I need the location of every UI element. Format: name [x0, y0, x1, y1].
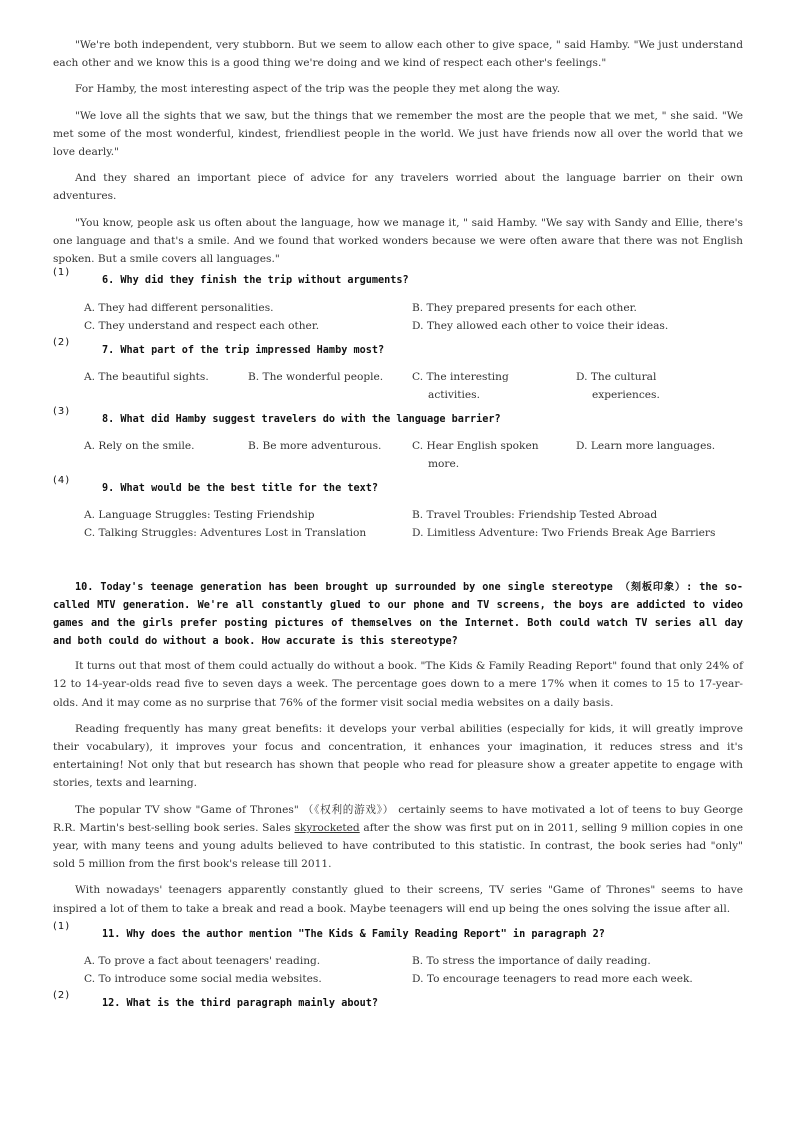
option-a[interactable]: A. The beautiful sights. [84, 371, 209, 384]
option-c[interactable]: C. To introduce some social media websites. [84, 972, 322, 985]
question-stem: 9. What would be the best title for the text? [102, 483, 379, 495]
option-d[interactable]: D. They allowed each other to voice their ideas. [412, 320, 669, 333]
option-a[interactable]: A. Language Struggles: Testing Friendship [84, 509, 315, 522]
paragraph: "We're both independent, very stubborn. But we seem to allow each other to give space, " said Hamby. "We just understand each other and we know this is a good thing we're doing and we kind of respect each other's feelings." [53, 39, 743, 70]
question-9 [53, 475, 743, 542]
paragraph: With nowadays' teenagers apparently constantly glued to their screens, TV series "Game of Thrones" seems to have inspired a lot of them to take a break and read a book. Maybe teenagers will end up being the ones solving the issue after all. [53, 884, 743, 915]
paragraph: Reading frequently has many great benefits: it develops your verbal abilities (especially for kids, it will greatly improve their vocabulary), it improves your focus and concentration, it enhances your imagination, it reduces stress and it's entertaining! Not only that but research has shown that people who read for pleasure show a greater appetite to engage with stories, texts and learning. [53, 722, 743, 790]
question-number: (3) [53, 406, 71, 418]
options [84, 506, 743, 542]
intro-text: 10. Today's teenage generation has been brought up surrounded by one single stereotype [75, 582, 613, 594]
option-b[interactable]: B. They prepared presents for each other. [412, 302, 637, 315]
question-11 [53, 920, 743, 988]
paragraph: And they shared an important piece of advice for any travelers worried about the language barrier on their own adventures. [53, 172, 743, 203]
paragraph [53, 801, 743, 874]
text: The popular TV show "Game of Thrones" [75, 803, 303, 816]
option-c[interactable]: C. Hear English spoken more. [412, 440, 539, 471]
passage-2 [53, 578, 743, 918]
option-b[interactable]: B. Travel Troubles: Friendship Tested Abroad [412, 509, 658, 522]
options [84, 368, 743, 404]
question-stem: 8. What did Hamby suggest travelers do with the language barrier? [102, 414, 501, 426]
question-7 [53, 337, 743, 404]
option-a[interactable]: A. They had different personalities. [84, 302, 274, 315]
question-stem: 12. What is the third paragraph mainly about? [102, 997, 379, 1009]
options [84, 299, 743, 335]
option-d[interactable]: D. Learn more languages. [576, 440, 716, 453]
passage-1 [53, 36, 743, 268]
question-number: (1) [53, 920, 71, 932]
question-stem: 11. Why does the author mention "The Kids & Family Reading Report" in paragraph 2? [102, 928, 605, 940]
question-number: (2) [53, 337, 71, 349]
option-a[interactable]: A. To prove a fact about teenagers' reading. [84, 954, 321, 967]
paragraph: For Hamby, the most interesting aspect of the trip was the people they met along the way. [75, 83, 561, 96]
question-number: (2) [53, 989, 71, 1001]
option-b[interactable]: B. To stress the importance of daily reading. [412, 954, 651, 967]
question-number: (1) [53, 267, 71, 279]
exam-page [53, 36, 743, 1011]
underlined-word: skyrocketed [294, 821, 360, 834]
option-d[interactable]: D. To encourage teenagers to read more each week. [412, 972, 693, 985]
option-b[interactable]: B. The wonderful people. [248, 371, 384, 384]
options [84, 437, 743, 473]
intro-cn-gloss: （刻板印象） [619, 581, 687, 594]
options [84, 952, 743, 988]
text: after the show was first put on in 2011, selling 9 million copies in one year, with many teens and young adults believed to have contributed to this statistic. In contrast, the book series had "only" sold 5 million from the first book's release till 2011. [53, 821, 743, 871]
question-6 [53, 267, 743, 335]
option-a[interactable]: A. Rely on the smile. [84, 440, 195, 453]
option-d[interactable]: D. Limitless Adventure: Two Friends Break Age Barriers [412, 527, 716, 540]
cn-gloss: （《权利的游戏》） [302, 803, 395, 816]
option-c[interactable]: C. The interesting activities. [412, 371, 509, 402]
paragraph: "You know, people ask us often about the language, how we manage it, " said Hamby. "We say with Sandy and Ellie, there's one language and that's a smile. And we found that worked wonders because we were often aware that there was not English spoken. But a smile covers all languages." [53, 216, 743, 266]
option-c[interactable]: C. They understand and respect each other. [84, 320, 320, 333]
option-d[interactable]: D. The cultural experiences. [576, 371, 660, 402]
passage-intro [53, 578, 743, 651]
question-8 [53, 406, 743, 473]
option-b[interactable]: B. Be more adventurous. [248, 440, 382, 453]
paragraph: It turns out that most of them could actually do without a book. "The Kids & Family Reading Report" found that only 24% of 12 to 14-year-olds read five to seven days a week. The percentage goes down to a mere 17% when it comes to 15 to 17-year-olds. And it may come as no surprise that 76% of the former visit social media websites on a daily basis. [53, 660, 743, 709]
option-c[interactable]: C. Talking Struggles: Adventures Lost in Translation [84, 527, 367, 540]
text: certainly seems to have motivated a lot of teens to buy George R.R. Martin's best-selling book series. Sales [53, 803, 743, 834]
question-number: (4) [53, 475, 71, 487]
paragraph: "We love all the sights that we saw, but the things that we remember the most are the people that we met, " she said. "We met some of the most wonderful, kindest, friendliest people in the world. We just have friends now all over the world that we love dearly." [53, 109, 743, 159]
intro-text: : the so-called MTV generation. We're all constantly glued to our phone and TV screens, the boys are addicted to video games and the girls prefer posting pictures of themselves on the Internet. Both could watch TV series all day and both could do without a book. How accurate is this stereotype? [53, 582, 743, 648]
question-stem: 6. Why did they finish the trip without arguments? [102, 275, 409, 287]
question-stem: 7. What part of the trip impressed Hamby most? [102, 345, 385, 357]
question-12 [53, 989, 743, 1011]
